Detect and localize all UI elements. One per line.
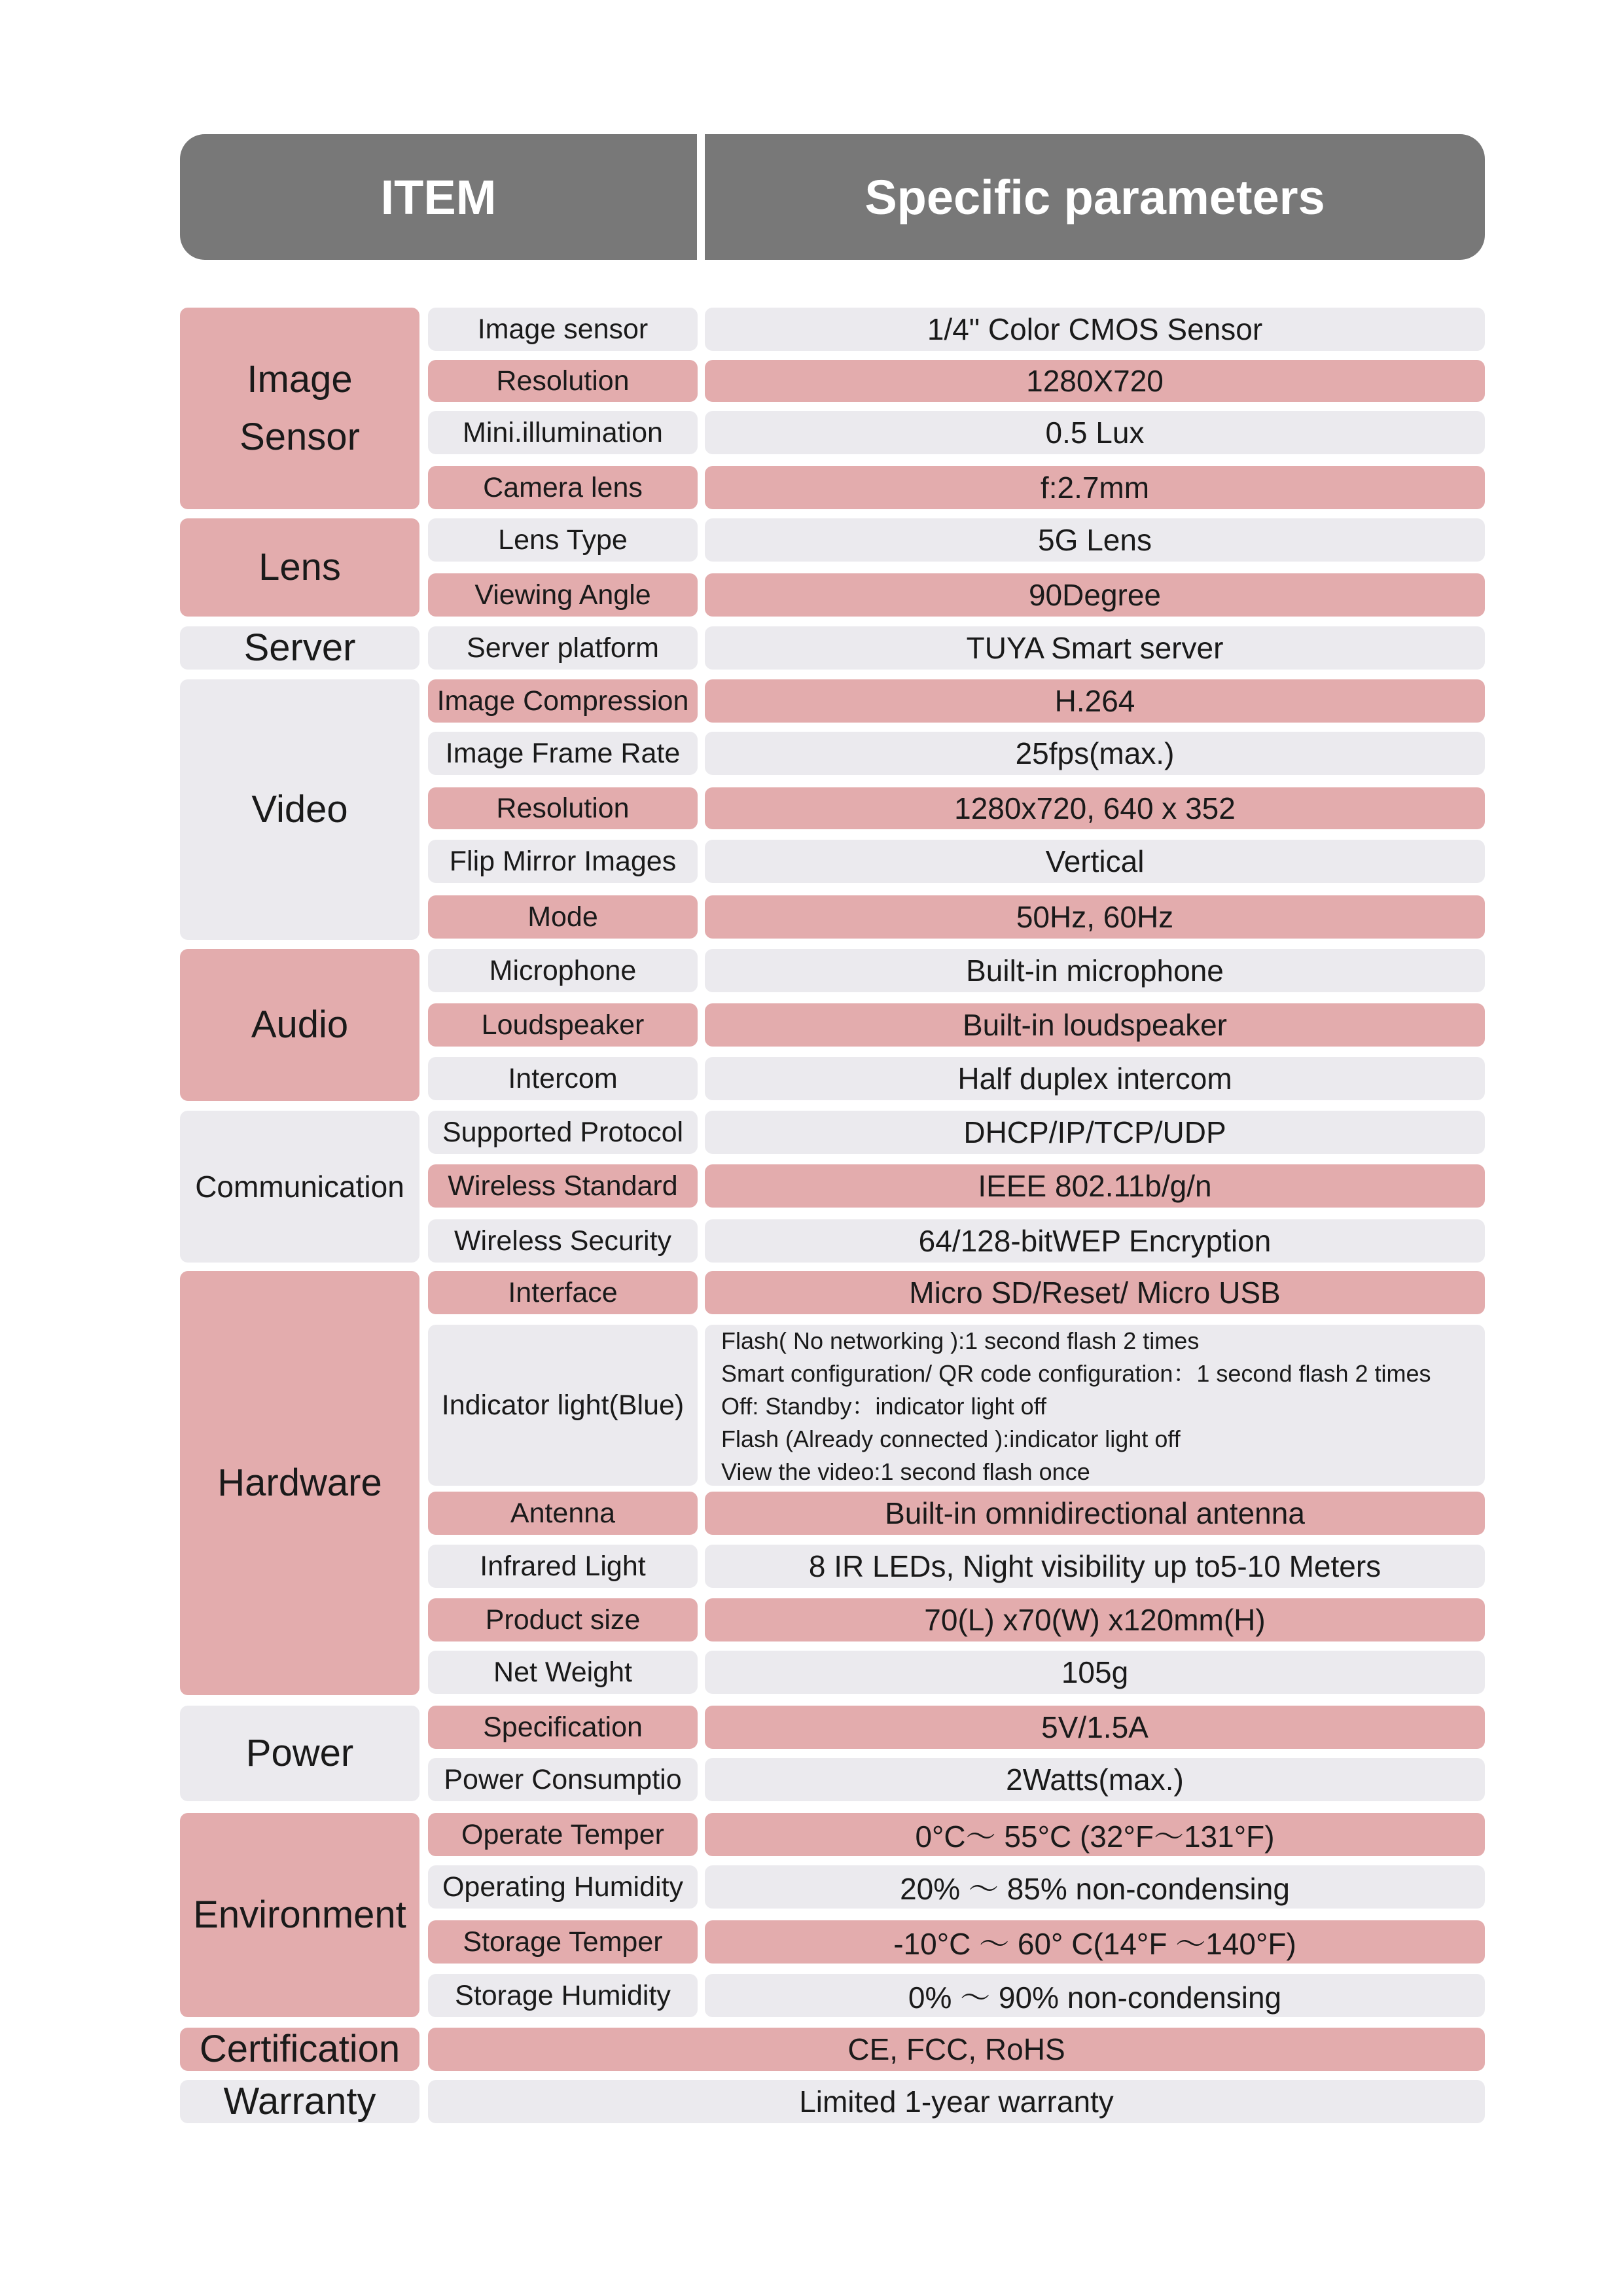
spec-value: 1280X720 [705,360,1485,402]
spec-value: 20% ～ 85% non-condensing [705,1865,1485,1909]
spec-item: Lens Type [428,518,698,562]
spec-item: Indicator light(Blue) [428,1325,698,1486]
spec-item: Server platform [428,626,698,670]
indicator-line: Flash( No networking ):1 second flash 2 times [721,1327,1200,1354]
spec-value: 90Degree [705,573,1485,617]
spec-item: Storage Humidity [428,1974,698,2017]
spec-value: 25fps(max.) [705,732,1485,775]
spec-value: IEEE 802.11b/g/n [705,1164,1485,1208]
category-server: Server [180,626,419,670]
spec-item: Intercom [428,1057,698,1100]
spec-item: Net Weight [428,1651,698,1694]
spec-item: Mode [428,895,698,939]
category-power: Power [180,1706,419,1801]
spec-value: 1280x720, 640 x 352 [705,787,1485,829]
header-params-label: Specific parameters [864,170,1325,224]
warranty-value: Limited 1-year warranty [428,2080,1485,2123]
indicator-line: Smart configuration/ QR code configuration：1 second flash 2 times [721,1360,1431,1387]
spec-item: Interface [428,1271,698,1314]
spec-value: 0.5 Lux [705,411,1485,454]
header-item-label: ITEM [380,170,497,224]
indicator-line: Off: Standby：indicator light off [721,1393,1046,1420]
spec-item: Wireless Security [428,1219,698,1263]
category-image-sensor: Image Sensor [180,308,419,509]
spec-value: -10°C ～ 60° C(14°F ～140°F) [705,1920,1485,1964]
spec-item: Resolution [428,787,698,829]
spec-item: Mini.illumination [428,411,698,454]
spec-value: 105g [705,1651,1485,1694]
spec-item: Loudspeaker [428,1003,698,1047]
header-params [705,134,1485,260]
spec-value: 50Hz, 60Hz [705,895,1485,939]
spec-value: Built-in microphone [705,949,1485,992]
spec-item: Microphone [428,949,698,992]
spec-value: Built-in omnidirectional antenna [705,1492,1485,1535]
spec-value: 1/4" Color CMOS Sensor [705,308,1485,351]
spec-item: Image Compression [428,679,698,723]
spec-value: DHCP/IP/TCP/UDP [705,1111,1485,1154]
spec-item: Wireless Standard [428,1164,698,1208]
spec-value: TUYA Smart server [705,626,1485,670]
spec-value: Micro SD/Reset/ Micro USB [705,1271,1485,1314]
indicator-line: View the video:1 second flash once [721,1458,1090,1485]
category-environment: Environment [180,1813,419,2017]
spec-item: Supported Protocol [428,1111,698,1154]
spec-value: 2Watts(max.) [705,1758,1485,1801]
spec-item: Image sensor [428,308,698,351]
spec-item: Specification [428,1706,698,1749]
category-video: Video [180,679,419,940]
spec-value: 0% ～ 90% non-condensing [705,1974,1485,2017]
spec-item: Infrared Light [428,1545,698,1588]
spec-item: Storage Temper [428,1920,698,1964]
spec-item: Operating Humidity [428,1865,698,1909]
spec-item: Product size [428,1598,698,1641]
spec-item: Power Consumptio [428,1758,698,1801]
spec-value: Built-in loudspeaker [705,1003,1485,1047]
category-certification: Certification [180,2028,419,2071]
spec-item: Camera lens [428,466,698,509]
header-item [180,134,697,260]
category-hardware: Hardware [180,1271,419,1695]
certification-value: CE, FCC, RoHS [428,2028,1485,2071]
spec-value: 5G Lens [705,518,1485,562]
spec-item: Image Frame Rate [428,732,698,775]
spec-value: Vertical [705,840,1485,883]
indicator-line: Flash (Already connected ):indicator light off [721,1426,1181,1452]
spec-value: H.264 [705,679,1485,723]
spec-item: Resolution [428,360,698,402]
spec-value: 0°C～ 55°C (32°F～131°F) [705,1813,1485,1856]
spec-value: Half duplex intercom [705,1057,1485,1100]
spec-value: 5V/1.5A [705,1706,1485,1749]
category-communication: Communication [180,1111,419,1263]
category-warranty: Warranty [180,2080,419,2123]
spec-value: 8 IR LEDs, Night visibility up to5-10 Meters [705,1545,1485,1588]
indicator-light-values [705,1325,1485,1486]
category-lens: Lens [180,518,419,617]
category-audio: Audio [180,949,419,1101]
spec-value: 64/128-bitWEP Encryption [705,1219,1485,1263]
spec-item: Operate Temper [428,1813,698,1856]
spec-value: f:2.7mm [705,466,1485,509]
spec-value: 70(L) x70(W) x120mm(H) [705,1598,1485,1641]
spec-item: Viewing Angle [428,573,698,617]
spec-item: Antenna [428,1492,698,1535]
spec-item: Flip Mirror Images [428,840,698,883]
